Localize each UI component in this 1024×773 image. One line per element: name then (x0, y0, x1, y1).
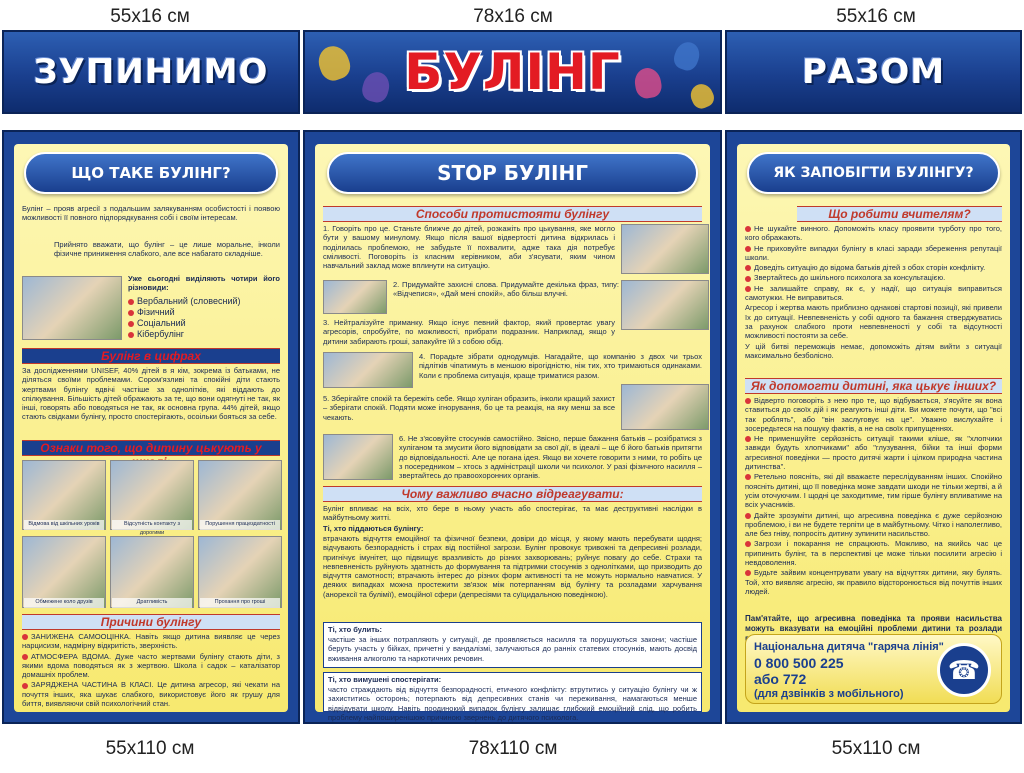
right-panel (725, 130, 1022, 724)
section-teachers: Що робити вчителям? (797, 206, 1002, 222)
parent-tip: Загрози і покарання не спрацюють. Можливо, на якийсь час це припинить булінг, та в перспективі це може тільки посилити агресію і невдоволення. (745, 539, 1002, 568)
bullet-icon (22, 654, 28, 660)
teacher-tip: У цій битві переможців немає, допоможіть дітям вийти з ситуації максимально безболісно. (745, 341, 1002, 360)
closing-text: Пам'ятайте, що агресивна поведінка та прояви насильства можуть вказувати на емоційні проблеми дитини та розлади (745, 614, 1002, 633)
bullet-icon (745, 570, 751, 576)
bullet-icon (745, 265, 751, 271)
parent-tip: Дайте зрозуміти дитині, що агресивна поведінка є дуже серйозною проблемою, і ви не будете терпіти це в майбутньому. Чітко і наполегливо, але без гніву, попросіть дитину зупинити насильство. (745, 510, 1002, 539)
type-label: Соціальний (137, 318, 186, 328)
cause-item (22, 632, 280, 651)
tip-1-photo (621, 224, 709, 274)
sign-caption: Обмежене коло друзів (24, 598, 104, 608)
dimension-bottom-right: 55х110 см (831, 738, 921, 759)
section-causes: Причини булінгу (22, 614, 280, 630)
teacher-tip: Не приховуйте випадки булінгу в класі заради збереження репутації школи. (745, 243, 1002, 262)
bullet-icon (745, 398, 751, 404)
hotline-short-number[interactable]: або 772 (754, 671, 807, 687)
tip-1: 1. Говоріть про це. Станьте ближче до дітей, розкажіть про цькування, яке могло бути у вашому минулому. Якщо після вашої відвертості дитина відкрилась і поділилась проблемою, не забудьте її похвалити, адже така дія потребує сміливості. Поговоріть із класним керівником, аби з'ясувати, яким чином навчальний заклад може вплинути на ситуацію. (323, 224, 615, 271)
bullet-icon (745, 246, 751, 252)
right-panel-inner (737, 144, 1010, 712)
bullet-icon (745, 286, 751, 292)
tip-6: 6. Не з'ясовуйте стосунків самостійно. Звісно, перше бажання батьків – розібратися з хуліганом та змусити його відповідати за свої дії, в ідеалі – ще б його батьків притягти до відповідальності. Але це погана ідея. Якщо ви хочете говорити з ними, то робіть це з посередником – хтось з адміністрації школи чи психолог. У разі фізичного насилля – звертайтесь до правоохоронних органів. (399, 434, 702, 481)
bullying-definition-2 (54, 240, 280, 270)
section-ways: Способи протистояти булінгу (323, 206, 702, 222)
bullet-icon (22, 634, 28, 640)
sign-caption: Дратливість (112, 598, 192, 608)
bullet-icon (745, 436, 751, 442)
type-label: Вербальний (словесний) (137, 296, 241, 306)
section-signs: Ознаки того, що дитину цькують у (22, 440, 280, 456)
types-intro: Уже сьогодні виділяють чотири його різновиди: (128, 274, 280, 293)
victims-text: втрачають відчуття емоційної та фізичної безпеки, довіри до місця, у якому мають перебувати щодня; відчувають безпорадність і страх від постійної загрози. Булінг провокує тривожні та депресивні розлади, пригнічує імунітет, що підвищує вразливість до різних захворювань; руйнує повагу до себе. Страхи та невпевненість руйнують здатність до формування та підтримки стосунків з однолітками, що призводить до відчуття самотності; втрачають інтерес до різних форм активності та не можуть нормально навчатися. У деяких випадках можна простежити зв'язок між потерпанням від булінгу та розладами харчування (анорексії та булімії), емоційної сфери (депресіями та суїцидальною поведінкою). (323, 534, 702, 599)
banner-right (725, 30, 1022, 114)
bullying-definition (22, 204, 280, 238)
hotline-number[interactable]: 0 800 500 225 (754, 655, 844, 671)
tip-6-photo (323, 434, 393, 480)
bullet-icon (745, 226, 751, 232)
left-panel-title: ЩО ТАКЕ БУЛІНГ? (24, 152, 278, 194)
bullet-icon (745, 276, 751, 282)
causes-list (22, 632, 280, 712)
bullet-icon (22, 683, 28, 689)
parent-tip: Ретельно поясніть, які дії вважаєте переслідуванням інших. Спокійно поясніть дитині, що її поведінка може завдати шкоди не тільки жертві, а й усім оточуючим. І щодні це заходитиме, тим гірше булінгу впливатиме на всіх учасників. (745, 472, 1002, 510)
parent-tips (745, 396, 1002, 610)
teacher-tip: Не залишайте справу, як є, у надії, що ситуація виправиться самотужки. Не виправиться. (745, 283, 1002, 303)
bullet-icon (128, 321, 134, 327)
sign-caption: Відмова від шкільних уроків (24, 520, 104, 530)
why-text: Булінг впливає на всіх, хто бере в ньому участь або спостерігає, та має деструктивні наслідки в майбутньому житті. (323, 504, 702, 523)
hotline-title: Національна дитяча "гаряча лінія" (754, 641, 944, 653)
type-item (128, 318, 280, 329)
banner-left-title: ЗУПИНИМО (33, 52, 269, 92)
bullet-icon (128, 310, 134, 316)
aggressors-box (323, 622, 702, 668)
right-panel-title: ЯК ЗАПОБІГТИ БУЛІНГУ? (747, 152, 1000, 194)
sign-caption: Відсутність контакту з дорогими (112, 520, 192, 530)
cause-item (22, 680, 280, 708)
tip-3: 3. Нейтралізуйте приманку. Якщо існує певний фактор, який провертає увагу агресорів, спробуйте, по можливості, прибрати подразник. Наприклад, якщо у дитини забирають гроші, запакуйте їй з собою обід. (323, 318, 615, 346)
bullet-icon (745, 474, 751, 480)
left-panel-inner (14, 144, 288, 712)
banner-center (303, 30, 722, 114)
phone-icon: ☎ (937, 643, 991, 697)
parent-tip: Відверто поговоріть з нею про те, що відбувається, з'ясуйте як вона ставиться до своїх дій і як реагують інші діти. Ви можете почути, що "всі так роблять", або "він заслуговує на це". Уважно вислухайте і зосередьтеся на пошуку фактів, а не на своїх припущеннях. (745, 396, 1002, 433)
cause-text: ЗАНИЖЕНА САМООЦІНКА. Навіть якщо дитина виявляє це через нарцисизм, надмірну відкритість, зверхність. (22, 632, 280, 651)
type-item (128, 329, 280, 340)
dimension-bottom-left: 55х110 см (105, 738, 195, 759)
center-panel (303, 130, 722, 724)
witnesses-title: Ті, хто вимушені спостерігати: (328, 675, 442, 684)
tip-4-photo (323, 352, 413, 388)
sign-caption: Порушення працездатності (200, 520, 280, 530)
bullet-icon (745, 513, 751, 519)
banner-right-title: РАЗОМ (801, 52, 946, 92)
cause-text: ЗАРЯДЖЕНА ЧАСТИНА В КЛАСІ. Це дитина агресор, які чекати на почуття інших, яка шукає слабкого, використовує його як грушу для биття, виявляючи свій психологічний стан. (22, 680, 280, 709)
teacher-tip: Звертайтесь до шкільного психолога за консультацією. (745, 273, 1002, 282)
victims-title: Ті, хто піддаються булінгу: (323, 524, 424, 533)
bullet-icon (128, 299, 134, 305)
type-label: Фізичний (137, 307, 175, 317)
tip-2: 2. Придумайте захисні слова. Придумайте декілька фраз, типу: «Відчепися», «Дай мені спокій», або більш влучні. (393, 280, 619, 299)
cause-text: АТМОСФЕРА ВДОМА. Дуже часто жертвами булінгу стають діти, з якими вдома поводяться як з жертвою. Школа і садок – каталізатор домашніх проблем. (22, 651, 280, 680)
cause-item (22, 652, 280, 680)
section-why-react: Чому важливо вчасно відреагувати: (323, 486, 702, 502)
children-photo (22, 276, 122, 340)
definition2-text: Прийнято вважати, що булінг – це лише моральне, інколи фізичне приниження слабкого, але все набагато складніше. (54, 240, 280, 259)
definition-text: Булінг – прояв агресії з подальшим залякуванням особистості і появою можливості її повного підпорядкування собі і своїм інтересам. (22, 204, 280, 223)
type-item (128, 307, 280, 318)
witnesses-text: часто страждають від відчуття безпорадності, етичного конфлікту: втрутитись у ситуацію булінгу чи ж захиститись осторонь; потерпають від депресивних станів чи переживання, намагаються менше відвідувати школу. Навіть поодинокий випадок булінгу залишає глибокий емоційний слід, що робить проблему найпоширенішою причиною звернень до дитячого психолога. (328, 685, 697, 722)
center-panel-inner (315, 144, 710, 722)
hotline-note: (для дзвінків з мобільного) (754, 688, 904, 700)
banner-left (2, 30, 300, 114)
sign-caption: Прохання про гроші (200, 598, 280, 608)
section-help-aggressor: Як допомогти дитині, яка цькує інших? (745, 378, 1002, 394)
aggressors-title: Ті, хто булить: (328, 625, 383, 634)
dimension-top-center: 78х16 см (473, 6, 553, 27)
tip-2b-photo (621, 280, 709, 330)
type-label: Кібербулінг (137, 329, 185, 339)
hotline-box (745, 634, 1002, 704)
banner-center-title: БУЛІНГ (404, 43, 621, 101)
section-bullying-numbers: Булінг в цифрах (22, 348, 280, 364)
witnesses-box (323, 672, 702, 722)
teacher-tip: Не шукайте винного. Допоможіть класу проявити турботу про того, кого ображають. (745, 224, 1002, 243)
tip-2-photo (323, 280, 387, 314)
dimension-top-right: 55х16 см (836, 6, 916, 27)
parent-tip: Не применшуйте серйозність ситуації такими кліше, як "хлопчики завжди будуть хлопчиками" або "глузування, бійки та інші форми агресивної поведінки — просто дитячі жарти і цілком природна частина дитинства". (745, 434, 1002, 472)
tip-4: 4. Порадьте зібрати однодумців. Нагадайте, що компанію з двох чи трьох підлітків чіпатимуть в меншою вірогідністю, ніж тих, хто тримаються одинаками. Коли є проблема ситуація, краще триматися разом. (419, 352, 702, 380)
parent-tip: Будьте зайвим концентрувати увагу на відчуттях дитини, яку булять. Той, хто виявляє агресію, як правило відсторонюється від почуттів інших людей. (745, 568, 1002, 596)
tip-5-photo (621, 384, 709, 430)
numbers-text: За дослідженнями UNISEF, 40% дітей в я кім, зокрема із батьками, не діляться своїми проблемами. Сором'язливі та спокійні діти стають жертвами булінгу вдвічі частіше за однолітків, які віддають до спілкування. Більшість дітей ображають за те, що вони одягнуті не так, як інші, говорять або поводяться не так, як основна група. 44% дітей, якщо стають свідками булінгу, просто спостерігають, осоільки бояться за себе. (22, 366, 280, 422)
dimension-bottom-center: 78х110 см (468, 738, 558, 759)
teacher-tip: Агресор і жертва мають приблизно однакові стартові позиції, які привели їх до ситуації. Невпевненість у собі одного та бажання стверджуватись за рахунок слабкого проти невпевненості у собі та відсутності можливості постояти за себе. (745, 303, 1002, 341)
bullet-icon (745, 541, 751, 547)
left-panel (2, 130, 300, 724)
teacher-tips (745, 224, 1002, 374)
types-list (128, 296, 280, 342)
tip-5: 5. Зберігайте спокій та бережіть себе. Якщо хуліган образить, інколи кращий захист – зберігати спокій. Подяти може ігнорування, бо це та реакція, на яку менш за все чекають. (323, 394, 615, 422)
bullet-icon (128, 332, 134, 338)
center-panel-title: STOP БУЛІНГ (327, 152, 698, 194)
aggressors-text: частіше за інших потрапляють у ситуації, де проявляється насилля та порушуються закони; частіше беруть участь у бійках, причетні у вандалізмі, залучаються до ранніх статевих стосунків, мають досвід вживання алкоголю та наркотичних речовин. (328, 635, 697, 663)
teacher-tip: Доведіть ситуацію до відома батьків дітей з обох сторін конфлікту. (745, 263, 1002, 272)
type-item (128, 296, 280, 307)
dimension-top-left: 55х16 см (110, 6, 190, 27)
